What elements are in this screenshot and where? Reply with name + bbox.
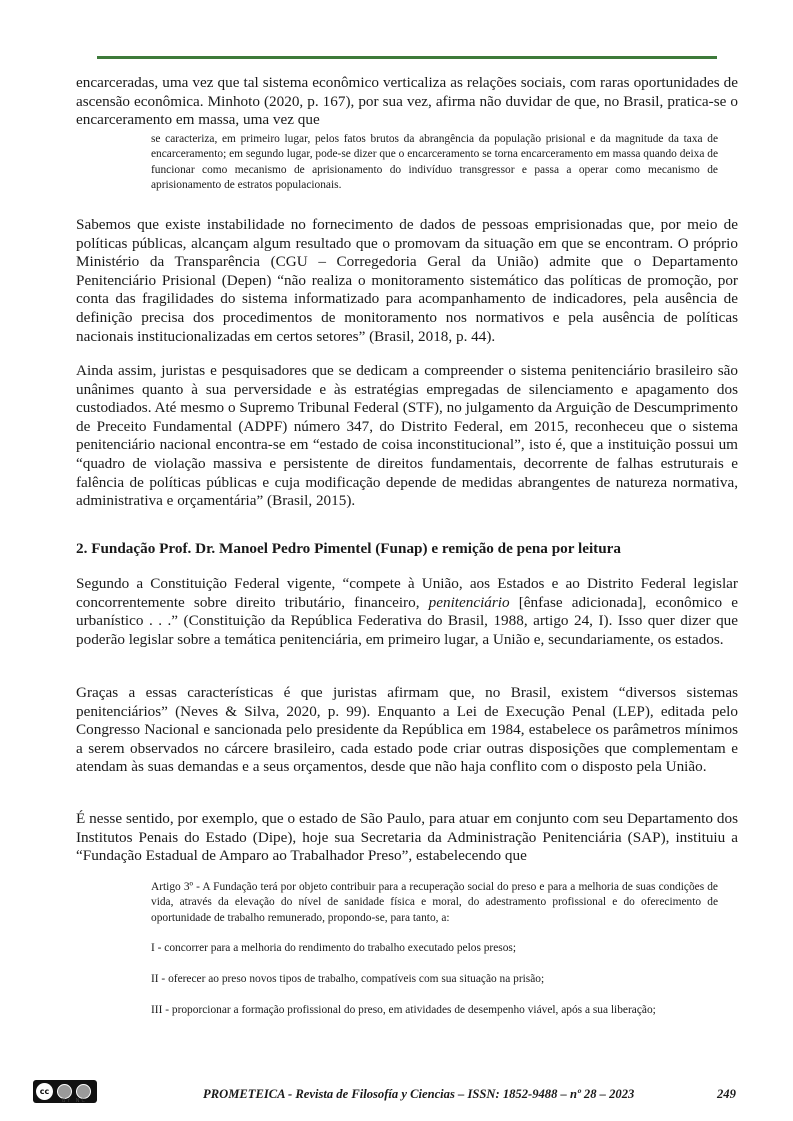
paragraph-2: Sabemos que existe instabilidade no fornecimento de dados de pessoas emprisionadas que, por meio de políticas públicas, alcançam algum resultado que o promovam da situação em que se encontram. O próprio Ministério da Transparência (CGU – Corregedoria Geral da União) admite que o Departamento Penitenciário Prisional (Depen) “não realiza o monitoramento sistemático das políticas de promoção, por conta das fragilidades do sistema informatizado para acompanhamento de indicadores, pela ausência de definição precisa dos procedimentos de monitoramento nos normativos e pela ausência de políticas nacionais institucionalizadas em certos setores” (Brasil, 2018, p. 44). — [76, 216, 738, 345]
block-quote-item-3: III - proporcionar a formação profissional do preso, em atividades de desempenho viável, após a sua liberação; — [151, 1004, 656, 1016]
cc-logo-icon: cc — [36, 1083, 53, 1100]
header-rule — [97, 56, 717, 59]
paragraph-1: encarceradas, uma vez que tal sistema econômico verticaliza as relações sociais, com raras oportunidades de ascensão econômica. Minhoto (2020, p. 167), por sua vez, afirma não duvidar de que, no Brasil, pratica-se o encarceramento em massa, uma vez que — [76, 74, 738, 129]
paragraph-4-part-b: [ênfase adicionada], econômico e urbanístico . . .” (Constituição da República Federativa do Brasil, 1988, artigo 24, I). Isso quer dizer que poderão legislar sobre a temática penitenciária, em primeiro lugar, a União e, secundariamente, os estados. — [76, 593, 738, 648]
block-quote-item-2: II - oferecer ao preso novos tipos de trabalho, compatíveis com sua situação na prisão; — [151, 973, 545, 985]
paragraph-6: É nesse sentido, por exemplo, que o estado de São Paulo, para atuar em conjunto com seu Departamento dos Institutos Penais do Estado (Dipe), hoje sua Secretaria da Administração Penitenciária (SAP), instituiu a “Fundação Estadual de Amparo ao Trabalhador Preso”, estabelecendo que — [76, 810, 738, 865]
paragraph-3: Ainda assim, juristas e pesquisadores que se dedicam a compreender o sistema penitenciário brasileiro são unânimes quanto à sua perversidade e às estratégias empregadas de silenciamento e apagamento dos custodiados. Até mesmo o Supremo Tribunal Federal (STF), no julgamento da Arguição de Descumprimento de Preceito Fundamental (ADPF) número 347, do Distrito Federal, em 2015, reconheceu que o sistema penitenciário nacional encontra-se em “estado de coisa inconstitucional”, isto é, que a instituição possui um “quadro de violação massiva e persistente de direitos fundamentais, decorrente de falhas estruturais e falência de políticas públicas e cuja modificação depende de medidas abrangentes de natureza normativa, administrativa e orçamentária” (Brasil, 2015). — [76, 362, 738, 510]
journal-footer: PROMETEICA - Revista de Filosofía y Ciencias – ISSN: 1852-9488 – nº 28 – 2023 — [203, 1087, 635, 1101]
block-quote-1: se caracteriza, em primeiro lugar, pelos fatos brutos da abrangência da população prisional e da magnitude da taxa de encarceramento; em segundo lugar, pode-se dizer que o encarceramento se torna encarceramento em massa quando deixa de funcionar como mecanismo de aprisionamento do indivíduo transgressor e passa a operar como mecanismo de aprisionamento de estratos populacionais. — [151, 133, 718, 192]
license-labels: BY NC — [62, 1098, 88, 1104]
by-icon — [57, 1084, 72, 1099]
nc-icon — [76, 1084, 91, 1099]
block-quote-item-1: I - concorrer para a melhoria do rendimento do trabalho executado pelos presos; — [151, 942, 516, 954]
section-heading: 2. Fundação Prof. Dr. Manoel Pedro Pimentel (Funap) e remição de pena por leitura — [76, 540, 622, 557]
paragraph-5: Graças a essas características é que juristas afirmam que, no Brasil, existem “diversos sistemas penitenciários” (Neves & Silva, 2020, p. 99). Enquanto a Lei de Execução Penal (LEP), editada pelo Congresso Nacional e sancionada pelo presidente da República em 1984, estabelece os parâmetros mínimos a serem observados no cárcere brasileiro, cada estado pode criar outras disposições que complementam e atendam às suas demandas e a seus orçamentos, desde que não haja conflito com o disposto pela União. — [76, 684, 738, 776]
paragraph-4-emphasis: penitenciário — [428, 593, 510, 611]
paragraph-4-part-a: Segundo a Constituição Federal vigente, “compete à União, aos Estados e ao Distrito Federal legislar concorrentemente sobre direito tributário, financeiro, — [76, 575, 738, 611]
block-quote-article-3: Artigo 3º - A Fundação terá por objeto contribuir para a recuperação social do preso e para a melhoria de suas condições de vida, através da elevação do nível de sanidade física e moral, do adestramento profissional e do oferecimento de oportunidade de trabalho remunerado, propondo-se, para tanto, a: — [151, 881, 718, 924]
paragraph-4 — [76, 575, 738, 649]
page-number: 249 — [717, 1087, 736, 1101]
